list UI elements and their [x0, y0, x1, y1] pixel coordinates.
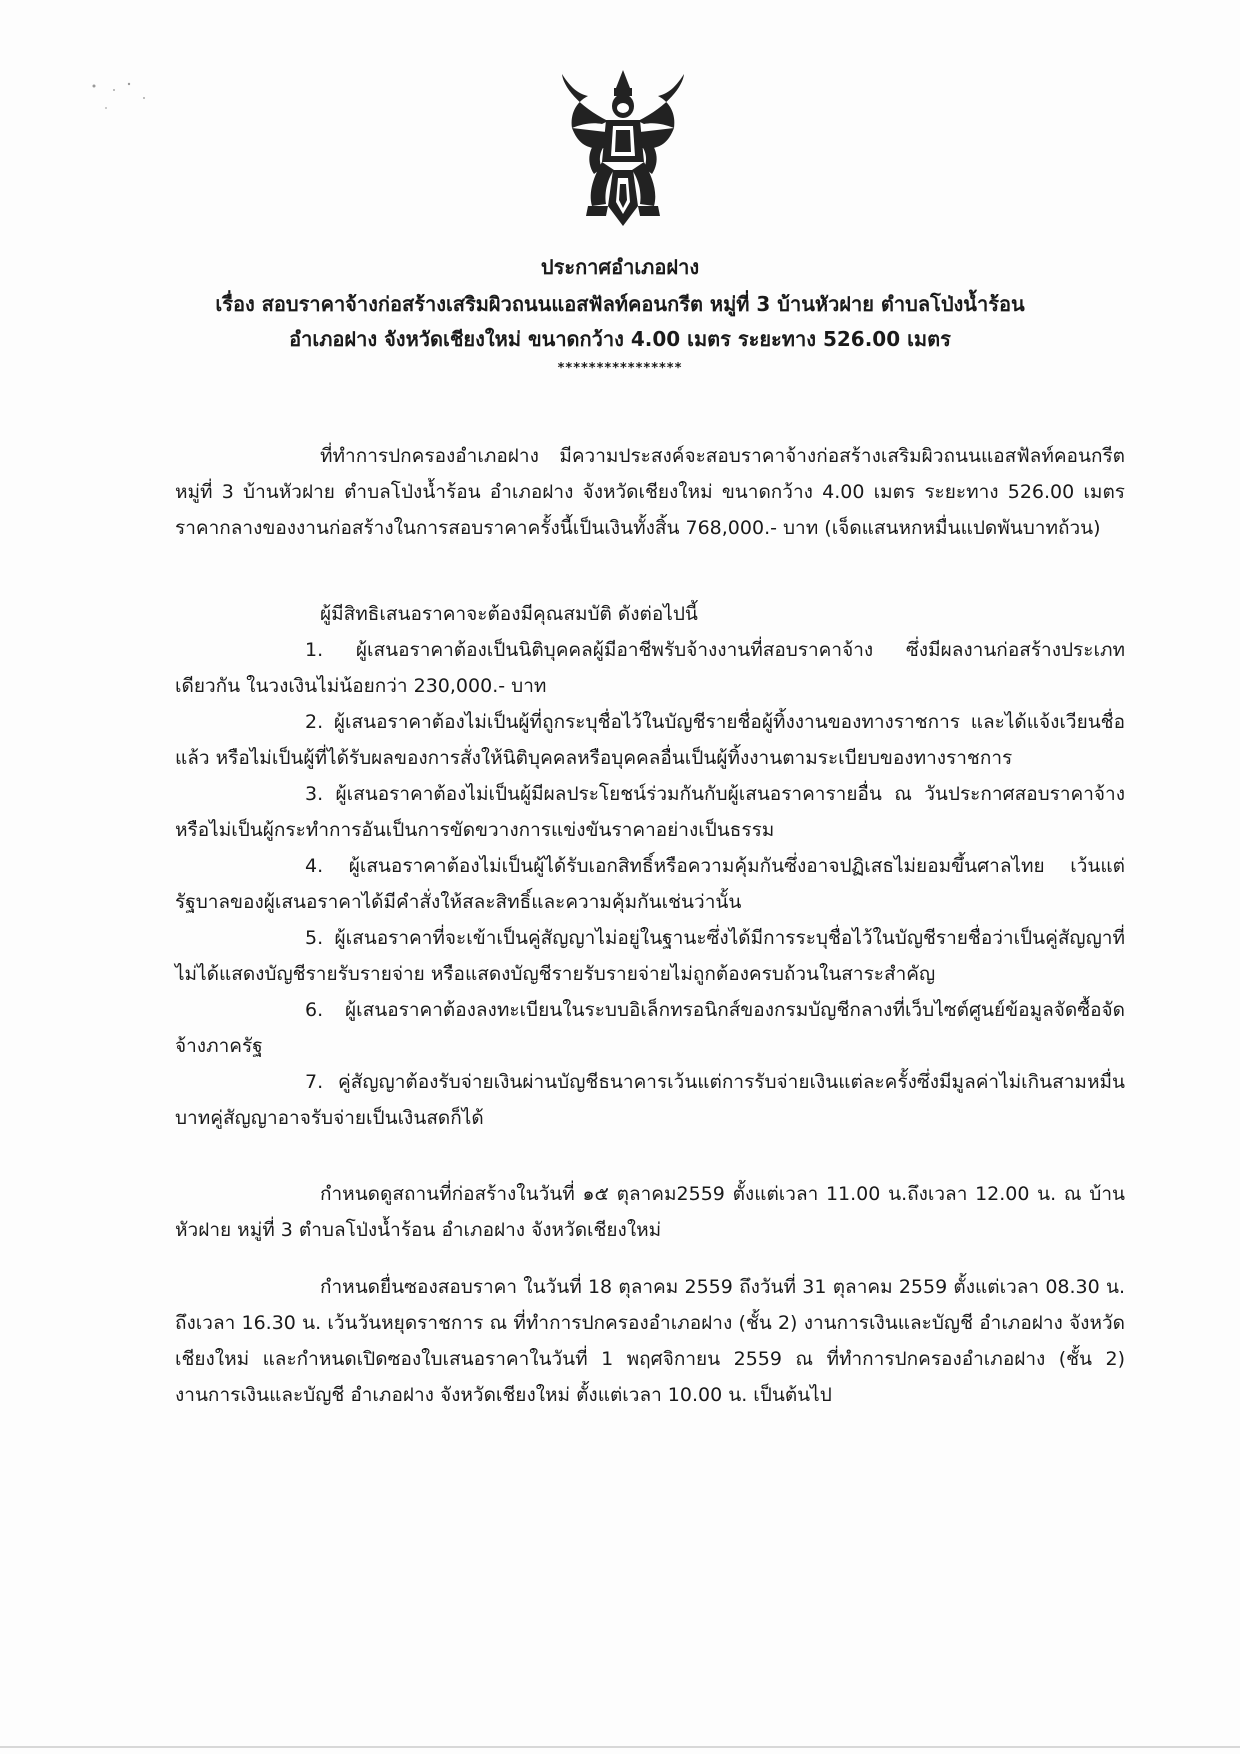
qualifications-section: [175, 596, 1125, 1136]
announcement-title: ประกาศอำเภอฝาง: [540, 255, 700, 279]
subject-line-2: อำเภอฝาง จังหวัดเชียงใหม่ ขนาดกว้าง 4.00 เมตร ระยะทาง 526.00 เมตร: [289, 327, 951, 351]
qualification-item: 4. ผู้เสนอราคาต้องไม่เป็นผู้ได้รับเอกสิทธิ์หรือความคุ้มกันซึ่งอาจปฏิเสธไม่ยอมขึ้นศาลไทย เว้นแต่รัฐบาลของผู้เสนอราคาได้มีคำสั่งให้สละสิทธิ์และความคุ้มกันเช่นว่านั้น: [175, 855, 1125, 913]
site-visit-paragraph: กำหนดดูสถานที่ก่อสร้างในวันที่ ๑๕ ตุลาคม2559 ตั้งแต่เวลา 11.00 น.ถึงเวลา 12.00 น. ณ บ้านหัวฝาย หมู่ที่ 3 ตำบลโป่งน้ำร้อน อำเภอฝาง จังหวัดเชียงใหม่: [175, 1183, 1125, 1241]
qualification-item: 1. ผู้เสนอราคาต้องเป็นนิติบุคคลผู้มีอาชีพรับจ้างงานที่สอบราคาจ้าง ซึ่งมีผลงานก่อสร้างประเภทเดียวกัน ในวงเงินไม่น้อยกว่า 230,000.- บาท: [175, 639, 1125, 697]
header-separator: ****************: [557, 361, 683, 376]
qualification-item: 2. ผู้เสนอราคาต้องไม่เป็นผู้ที่ถูกระบุชื่อไว้ในบัญชีรายชื่อผู้ทิ้งงานของทางราชการ และได้แจ้งเวียนชื่อแล้ว หรือไม่เป็นผู้ที่ได้รับผลของการสั่งให้นิติบุคคลหรือบุคคลอื่นเป็นผู้ทิ้งงานตามระเบียบของทางราชการ: [175, 711, 1125, 769]
submission-section: [175, 1269, 1125, 1413]
intro-section: [175, 438, 1125, 546]
qualification-item: 5. ผู้เสนอราคาที่จะเข้าเป็นคู่สัญญาไม่อยู่ในฐานะซึ่งได้มีการระบุชื่อไว้ในบัญชีรายชื่อว่าเป็นคู่สัญญาที่ไม่ได้แสดงบัญชีรายรับรายจ่าย หรือแสดงบัญชีรายรับรายจ่ายไม่ถูกต้องครบถ้วนในสาระสำคัญ: [175, 927, 1125, 985]
qualifications-heading: ผู้มีสิทธิเสนอราคาจะต้องมีคุณสมบัติ ดังต่อไปนี้: [320, 603, 698, 625]
garuda-emblem-icon: [558, 66, 688, 236]
subject-line-1: เรื่อง สอบราคาจ้างก่อสร้างเสริมผิวถนนแอสฟัลท์คอนกรีต หมู่ที่ 3 บ้านหัวฝาย ตำบลโป่งน้ำร้อน: [215, 292, 1025, 316]
qualification-item: 3. ผู้เสนอราคาต้องไม่เป็นผู้มีผลประโยชน์ร่วมกันกับผู้เสนอราคารายอื่น ณ วันประกาศสอบราคาจ้าง หรือไม่เป็นผู้กระทำการอันเป็นการขัดขวางการแข่งขันราคาอย่างเป็นธรรม: [175, 783, 1125, 841]
scan-bottom-edge: [0, 1746, 1240, 1748]
submission-paragraph: กำหนดยื่นซองสอบราคา ในวันที่ 18 ตุลาคม 2559 ถึงวันที่ 31 ตุลาคม 2559 ตั้งแต่เวลา 08.30 น. ถึงเวลา 16.30 น. เว้นวันหยุดราชการ ณ ที่ทำการปกครองอำเภอฝาง (ชั้น 2) งานการเงินและบัญชี อำเภอฝาง จังหวัดเชียงใหม่ และกำหนดเปิดซองใบเสนอราคาในวันที่ 1 พฤศจิกายน 2559 ณ ที่ทำการปกครองอำเภอฝาง (ชั้น 2) งานการเงินและบัญชี อำเภอฝาง จังหวัดเชียงใหม่ ตั้งแต่เวลา 10.00 น. เป็นต้นไป: [175, 1276, 1125, 1406]
scan-smudge: [84, 78, 174, 128]
intro-paragraph: ที่ทำการปกครองอำเภอฝาง มีความประสงค์จะสอบราคาจ้างก่อสร้างเสริมผิวถนนแอสฟัลท์คอนกรีต หมู่ที่ 3 บ้านหัวฝาย ตำบลโป่งน้ำร้อน อำเภอฝาง จังหวัดเชียงใหม่ ขนาดกว้าง 4.00 เมตร ระยะทาง 526.00 เมตร ราคากลางของงานก่อสร้างในการสอบราคาครั้งนี้เป็นเงินทั้งสิ้น 768,000.- บาท (เจ็ดแสนหกหมื่นแปดพันบาทถ้วน): [175, 445, 1125, 539]
site-visit-section: [175, 1176, 1125, 1248]
qualification-item: 7. คู่สัญญาต้องรับจ่ายเงินผ่านบัญชีธนาคารเว้นแต่การรับจ่ายเงินแต่ละครั้งซึ่งมีมูลค่าไม่เกินสามหมื่นบาทคู่สัญญาอาจรับจ่ายเป็นเงินสดก็ได้: [175, 1071, 1125, 1129]
qualification-item: 6. ผู้เสนอราคาต้องลงทะเบียนในระบบอิเล็กทรอนิกส์ของกรมบัญชีกลางที่เว็บไซต์ศูนย์ข้อมูลจัดซื้อจัดจ้างภาครัฐ: [175, 999, 1125, 1057]
